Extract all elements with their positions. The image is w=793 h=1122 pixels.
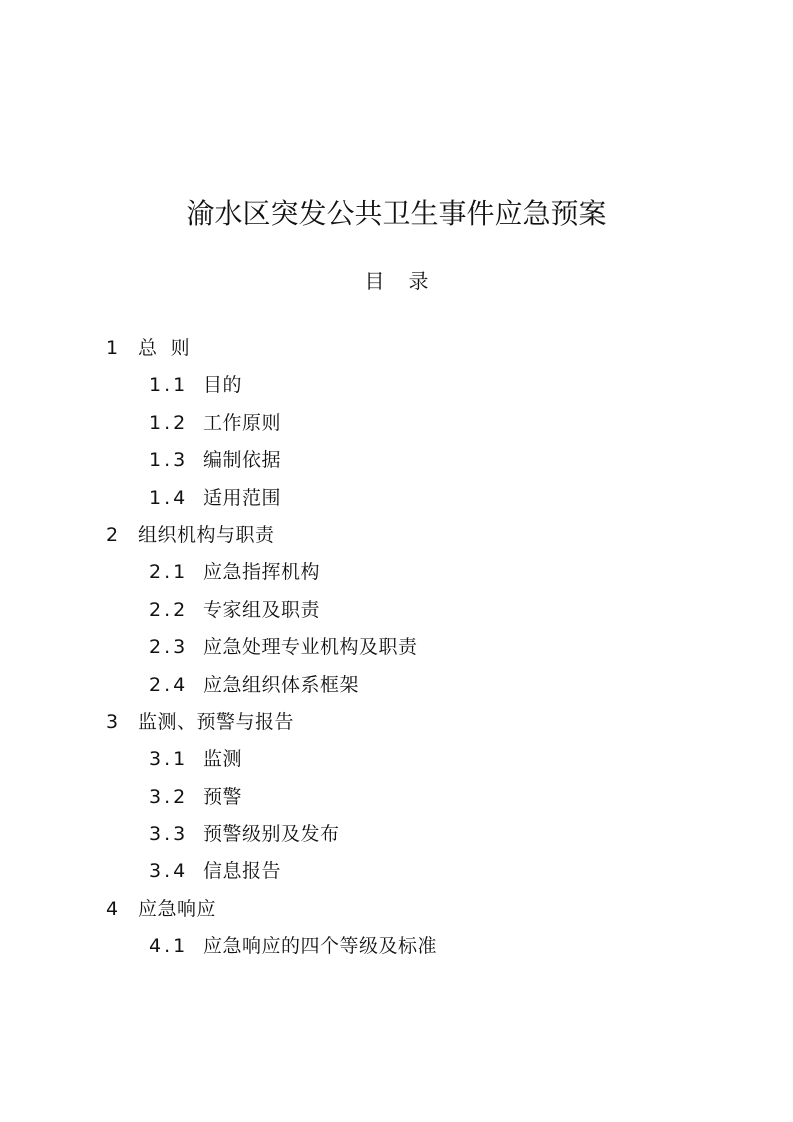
toc-entry-3-4[interactable] [106,853,706,890]
toc-entry-number: 2.4 [149,673,189,696]
toc-entry-title: 编制依据 [203,449,282,472]
toc-entry-title: 适用范围 [203,486,282,509]
toc-heading-char-1: 目 [364,269,385,293]
toc-entry-number: 3 [106,710,119,733]
toc-entry-title: 应急处理专业机构及职责 [203,636,418,659]
toc-entry-title: 应急指挥机构 [203,561,321,584]
toc-entry-2-2[interactable] [106,592,706,629]
toc-entry-4[interactable] [106,891,706,928]
toc-entry-title: 应急响应 [138,897,217,920]
toc-entry-number: 1.3 [149,449,189,472]
toc-entry-1-1[interactable] [106,367,706,404]
toc-entry-title: 专家组及职责 [203,598,321,621]
toc-entry-3-3[interactable] [106,816,706,853]
toc-entry-title: 预警级别及发布 [203,823,340,846]
toc-entry-number: 2.3 [149,636,189,659]
toc-heading [0,266,793,296]
toc-entry-number: 1 [106,337,119,359]
toc-heading-char-2: 录 [408,269,429,293]
toc-entry-title: 目的 [203,374,243,397]
toc-entry-title: 应急组织体系框架 [203,673,360,696]
toc-entry-title: 工作原则 [203,411,282,434]
toc-entry-1-3[interactable] [106,442,706,479]
toc-entry-1-4[interactable] [106,480,706,517]
toc-entry-2-1[interactable] [106,554,706,591]
toc-entry-2[interactable] [106,517,706,554]
toc-entry-number: 1.2 [149,411,189,434]
toc-entry-number: 1.1 [149,374,189,397]
toc-entry-3-2[interactable] [106,779,706,816]
toc-entry-number: 1.4 [149,486,189,509]
toc-entry-title: 总 则 [138,337,191,359]
toc-entry-2-3[interactable] [106,629,706,666]
toc-entry-4-1[interactable] [106,928,706,965]
toc-entry-number: 2.2 [149,598,189,621]
toc-entry-title: 预警 [203,785,243,808]
toc-entry-title: 监测、预警与报告 [138,710,295,733]
toc-entry-number: 3.4 [149,860,189,883]
toc-entry-3-1[interactable] [106,741,706,778]
toc-entry-2-4[interactable] [106,667,706,704]
toc-entry-title: 监测 [203,748,243,771]
toc-entry-number: 4 [106,897,119,920]
table-of-contents [106,330,706,966]
toc-entry-number: 4.1 [149,935,189,958]
toc-entry-title: 应急响应的四个等级及标准 [203,935,438,958]
toc-entry-title: 信息报告 [203,860,282,883]
toc-entry-number: 3.3 [149,823,189,846]
toc-entry-1[interactable] [106,330,706,367]
toc-entry-number: 2.1 [149,561,189,584]
toc-entry-number: 3.1 [149,748,189,771]
toc-entry-3[interactable] [106,704,706,741]
toc-entry-title: 组织机构与职责 [138,523,275,546]
document-title: 渝水区突发公共卫生事件应急预案 [186,197,607,230]
toc-entry-number: 3.2 [149,785,189,808]
toc-entry-1-2[interactable] [106,405,706,442]
toc-entry-number: 2 [106,523,119,546]
